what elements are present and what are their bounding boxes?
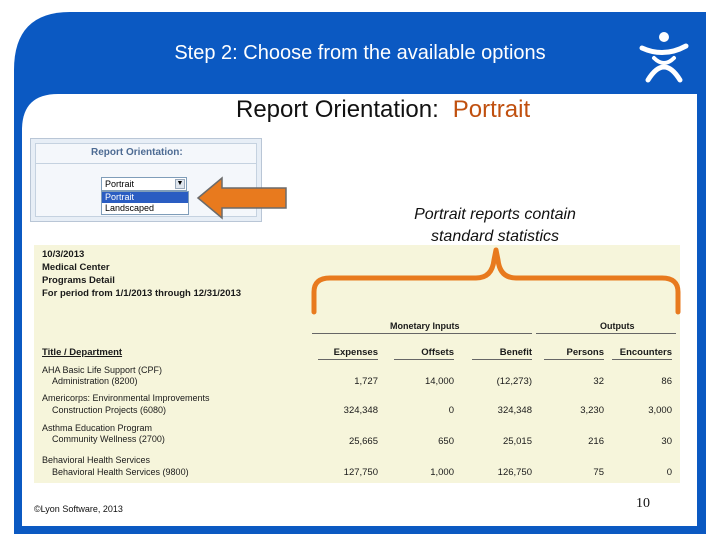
orientation-options xyxy=(101,191,189,215)
row-program: AHA Basic Life Support (CPF) xyxy=(42,365,163,375)
note-line-2: standard statistics xyxy=(430,228,560,245)
cell-expenses: 25,665 xyxy=(348,436,378,447)
col-benefit: Benefit xyxy=(499,347,532,358)
cell-offsets: 1,000 xyxy=(430,467,454,478)
cell-benefit: (12,273) xyxy=(496,376,532,387)
group-rule-monetary xyxy=(312,333,532,334)
orientation-select[interactable] xyxy=(101,177,187,191)
page-number: 10 xyxy=(636,496,650,511)
cell-encounters: 3,000 xyxy=(648,405,672,416)
chevron-down-icon[interactable]: ▼ xyxy=(176,180,184,187)
group-outputs: Outputs xyxy=(600,321,635,331)
option-landscaped[interactable]: Landscaped xyxy=(105,203,155,213)
col-rule xyxy=(612,359,672,360)
curly-brace-icon xyxy=(308,246,686,316)
col-encounters: Encounters xyxy=(619,347,672,358)
cell-persons: 32 xyxy=(593,376,604,387)
col-offsets: Offsets xyxy=(421,347,454,358)
row-department: Community Wellness (2700) xyxy=(52,434,165,444)
slide-title: Step 2: Choose from the available options xyxy=(174,42,546,64)
col-rule xyxy=(544,359,604,360)
group-monetary-inputs: Monetary Inputs xyxy=(390,321,460,331)
copyright-footer: ©Lyon Software, 2013 xyxy=(34,504,123,514)
cell-expenses: 1,727 xyxy=(354,376,378,387)
row-program: Americorps: Environmental Improvements xyxy=(42,393,210,403)
report-date: 10/3/2013 xyxy=(42,249,85,260)
cell-persons: 3,230 xyxy=(580,405,604,416)
cell-offsets: 14,000 xyxy=(424,376,454,387)
orientation-heading xyxy=(236,96,530,124)
col-persons: Persons xyxy=(566,347,604,358)
col-expenses: Expenses xyxy=(333,347,378,358)
note-line-1: Portrait reports contain xyxy=(414,206,576,223)
cell-benefit: 126,750 xyxy=(497,467,532,478)
report-org: Medical Center xyxy=(42,262,110,273)
orientation-value: Portrait xyxy=(452,96,531,123)
cell-benefit: 324,348 xyxy=(497,405,532,416)
row-department: Behavioral Health Services (9800) xyxy=(52,467,189,477)
row-program: Behavioral Health Services xyxy=(42,455,151,465)
cell-persons: 216 xyxy=(588,436,604,447)
dialog-title: Report Orientation: xyxy=(91,147,183,158)
col-rule xyxy=(394,359,454,360)
report-period: For period from 1/1/2013 through 12/31/2013 xyxy=(42,288,242,299)
cell-encounters: 0 xyxy=(666,467,672,478)
cell-expenses: 127,750 xyxy=(343,467,378,478)
row-department: Construction Projects (6080) xyxy=(52,405,167,415)
col-title-department: Title / Department xyxy=(42,347,123,358)
cell-encounters: 86 xyxy=(661,376,672,387)
col-rule xyxy=(318,359,378,360)
portrait-note xyxy=(380,204,610,248)
cell-offsets: 0 xyxy=(448,405,454,416)
orientation-select-value: Portrait xyxy=(105,179,135,189)
lyon-logo-icon xyxy=(634,28,694,88)
report-heading: Programs Detail xyxy=(42,275,115,286)
row-program: Asthma Education Program xyxy=(42,423,153,433)
col-rule xyxy=(472,359,532,360)
dialog-divider xyxy=(35,163,257,164)
cell-expenses: 324,348 xyxy=(343,405,378,416)
cell-benefit: 25,015 xyxy=(502,436,532,447)
cell-offsets: 650 xyxy=(438,436,454,447)
orientation-label: Report Orientation: xyxy=(236,96,439,123)
option-portrait[interactable]: Portrait xyxy=(102,192,188,203)
cell-encounters: 30 xyxy=(661,436,672,447)
group-rule-outputs xyxy=(536,333,676,334)
cell-persons: 75 xyxy=(593,467,604,478)
pointer-arrow-icon xyxy=(196,176,288,220)
row-department: Administration (8200) xyxy=(52,376,138,386)
